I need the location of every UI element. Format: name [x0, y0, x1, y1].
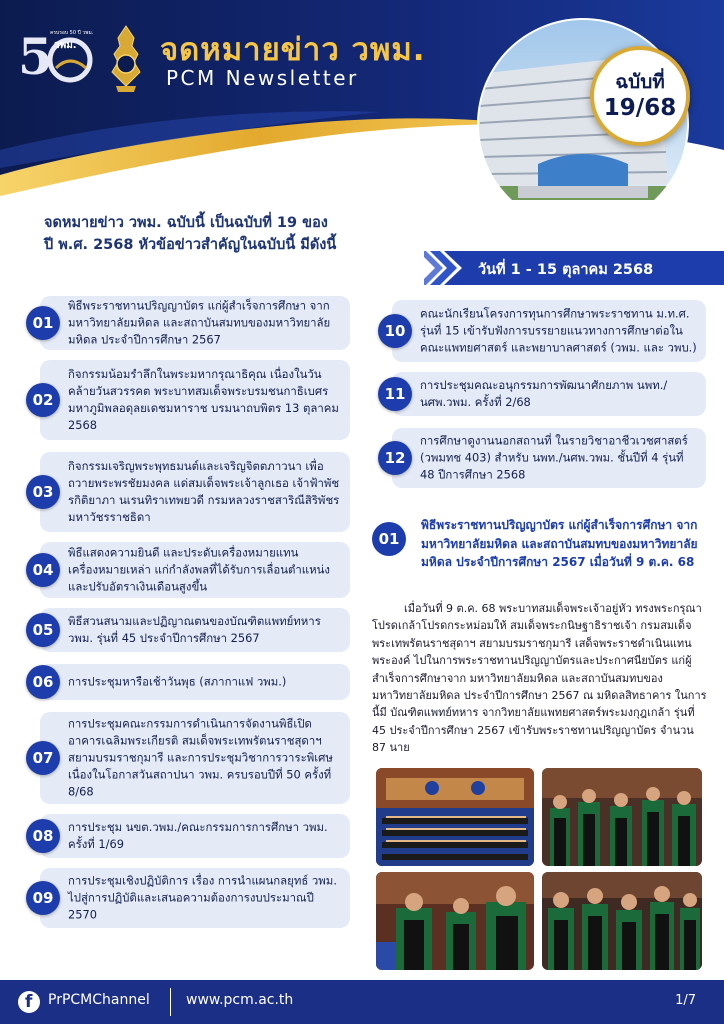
news-item-05[interactable]: [32, 608, 350, 652]
item-text: การศึกษาดูงานนอกสถานที่ ในรายวิชาอาชีวเวชศาสตร์ (วพมทช 403) สำหรับ นพท./นศพ.วพม. ชั้นปีที่ 4 รุ่นที่ 48 ปีการศึกษา 2568: [420, 433, 688, 482]
item-number-badge: 11: [378, 377, 412, 411]
issue-badge: [590, 46, 690, 146]
news-item-10[interactable]: [384, 300, 706, 362]
graduates-image: [542, 768, 702, 866]
newsletter-title-th: จดหมายข่าว วพม.: [160, 32, 426, 68]
svg-text:วพม.: วพม.: [54, 40, 77, 51]
item-text: การประชุมคณะกรรมการดำเนินการจัดงานพิธีเปิดอาคารเฉลิมพระเกียรติ สมเด็จพระเทพรัตนราชสุดาฯ สยามบรมราชกุมารี และการประชุมวิชาการวาระพิเศษ เนื่องในโอกาสวันสถาปนา วพม. ครบรอบปีที่ 50 ครั้งที่ 8/68: [68, 716, 333, 799]
article-title[interactable]: พิธีพระราชทานปริญญาบัตร แก่ผู้สำเร็จการศึกษา จาก มหาวิทยาลัยมหิดล และสถาบันสมทบของมหาวิทยาลัยมหิดล ประจำปีการศึกษา 2567 เมื่อวันที่ 9 ต.ค. 68: [421, 518, 698, 570]
article-body: เมื่อวันที่ 9 ต.ค. 68 พระบาทสมเด็จพระเจ้าอยู่หัว ทรงพระกรุณาโปรดเกล้าโปรดกระหม่อมให้ สมเด็จพระกนิษฐาธิราชเจ้า กรมสมเด็จพระเทพรัตนราชสุดาฯ สยามบรมราชกุมารี เสด็จพระราชดำเนินแทนพระองค์ ไปในการพระราชทานปริญญาบัตรและประกาศนียบัตร แก่ผู้สำเร็จการศึกษาจาก มหาวิทยาลัยมหิดล และสถาบันสมทบของมหาวิทยาลัยมหิดล ประจำปีการศึกษา 2567 ณ มหิดลสิทธาคาร ในการนี้มี บัณฑิตแพทย์ทหาร จากวิทยาลัยแพทยศาสตร์พระมงกุฎเกล้า รุ่นที่ 45 ประจำปีการศึกษา 2567 เข้ารับพระราชทานปริญญาบัตร จำนวน 87 นาย: [372, 602, 707, 755]
intro-text: [44, 212, 404, 256]
svg-text:5: 5: [18, 27, 53, 86]
intro-line-1: จดหมายข่าว วพม. ฉบับนี้ เป็นฉบับที่ 19 ของ: [44, 215, 328, 231]
page-number: 1/7: [675, 993, 696, 1008]
pcm-seal-logo: [104, 24, 148, 94]
facebook-icon[interactable]: f: [18, 991, 40, 1013]
item-text: การประชุม นขต.วพม./คณะกรรมการการศึกษา วพม. ครั้งที่ 1/69: [68, 820, 328, 851]
news-item-09[interactable]: [32, 868, 350, 928]
item-text: พิธีสวนสนามและปฏิญาณตนของบัณฑิตแพทย์ทหาร วพม. รุ่นที่ 45 ประจำปีการศึกษา 2567: [68, 614, 321, 645]
news-item-12[interactable]: [384, 428, 706, 488]
issue-label: ฉบับที่: [615, 71, 665, 93]
50-years-logo: [14, 24, 100, 94]
item-text: การประชุมหารือเช้าวันพุธ (สภากาแฟ วพม.): [68, 674, 287, 689]
intro-line-2: ปี พ.ศ. 2568 หัวข้อข่าวสำคัญในฉบับนี้ มีดังนี้: [44, 237, 337, 253]
item-number-badge: 10: [378, 314, 412, 348]
footer-divider: [170, 988, 171, 1016]
seated-graduates-image: [542, 872, 702, 970]
graduates-row-image: [376, 872, 534, 970]
item-text: พิธีพระราชทานปริญญาบัตร แก่ผู้สำเร็จการศึกษา จากมหาวิทยาลัยมหิดล และสถาบันสมทบของมหาวิทยาลัยมหิดล ประจำปีการศึกษา 2567: [68, 298, 331, 347]
ceremony-photo-1[interactable]: [376, 768, 534, 866]
website-link[interactable]: www.pcm.ac.th: [186, 992, 294, 1008]
item-text: การประชุมคณะอนุกรรมการพัฒนาศักยภาพ นพท./นศพ.วพม. ครั้งที่ 2/68: [420, 378, 668, 409]
item-number-badge: 07: [26, 741, 60, 775]
article-number-badge: 01: [372, 522, 406, 556]
ceremony-photo-2[interactable]: [542, 768, 702, 866]
item-text: กิจกรรมเจริญพระพุทธมนต์และเจริญจิตตภาวนา เพื่อถวายพระพรชัยมงคล แด่สมเด็จพระเจ้าลูกเธอ เจ้าฟ้าพัชรกิติยาภา นเรนทิราเทพยวดี กรมหลวงราชสาริณีสิริพัชร มหาวัชรราชธิดา: [68, 459, 340, 524]
ceremony-photo-3[interactable]: [376, 872, 534, 970]
item-text: พิธีแสดงความยินดี และประดับเครื่องหมายแทนเครื่องหมายเหล่า แก่กำลังพลที่ได้รับการเลื่อนตำแหน่งและปรับอัตราเงินเดือนสูงขึ้น: [68, 545, 330, 594]
svg-text:ครบรอบ 50 ปี วพม.: ครบรอบ 50 ปี วพม.: [50, 30, 94, 36]
ceremony-photo-4[interactable]: [542, 872, 702, 970]
item-number-badge: 12: [378, 441, 412, 475]
issue-number: 19/68: [603, 95, 677, 121]
news-item-06[interactable]: [32, 664, 350, 700]
date-range-text: วันที่ 1 - 15 ตุลาคม 2568: [478, 262, 654, 278]
item-number-badge: 01: [26, 306, 60, 340]
item-number-badge: 02: [26, 383, 60, 417]
ceremony-hall-image: [376, 768, 534, 866]
news-item-08[interactable]: [32, 814, 350, 858]
news-item-11[interactable]: [384, 372, 706, 416]
facebook-channel-link[interactable]: PrPCMChannel: [48, 992, 150, 1008]
item-number-badge: 08: [26, 819, 60, 853]
item-text: การประชุมเชิงปฏิบัติการ เรื่อง การนำแผนกลยุทธ์ วพม. ไปสู่การปฏิบัติและเสนอความต้องการงบประมาณปี 2570: [68, 873, 337, 922]
item-number-badge: 09: [26, 881, 60, 915]
news-item-04[interactable]: [32, 542, 350, 598]
item-number-badge: 03: [26, 475, 60, 509]
item-number-badge: 04: [26, 553, 60, 587]
footer-bar: [0, 980, 724, 1024]
item-number-badge: 05: [26, 613, 60, 647]
news-item-01[interactable]: [32, 296, 350, 350]
item-number-badge: 06: [26, 665, 60, 699]
item-text: คณะนักเรียนโครงการทุนการศึกษาพระราชทาน ม.ท.ศ. รุ่นที่ 15 เข้ารับฟังการบรรยายแนวทางการศึกษาต่อใน คณะแพทยศาสตร์ และพยาบาลศาสตร์ (วพม. และ วพบ.): [420, 306, 697, 355]
header-banner: [0, 0, 724, 200]
news-item-03[interactable]: [32, 452, 350, 532]
news-item-02[interactable]: [32, 360, 350, 440]
newsletter-title-en: PCM Newsletter: [166, 66, 359, 90]
news-item-07[interactable]: [32, 712, 350, 804]
date-range-banner: [424, 251, 724, 285]
item-text: กิจกรรมน้อมรำลึกในพระมหากรุณาธิคุณ เนื่องในวันคล้ายวันสวรรคต พระบาทสมเด็จพระบรมชนกาธิเบศร มหาภูมิพลอดุลยเดชมหาราช บรมนาถบพิตร 13 ตุลาคม 2568: [68, 367, 339, 432]
